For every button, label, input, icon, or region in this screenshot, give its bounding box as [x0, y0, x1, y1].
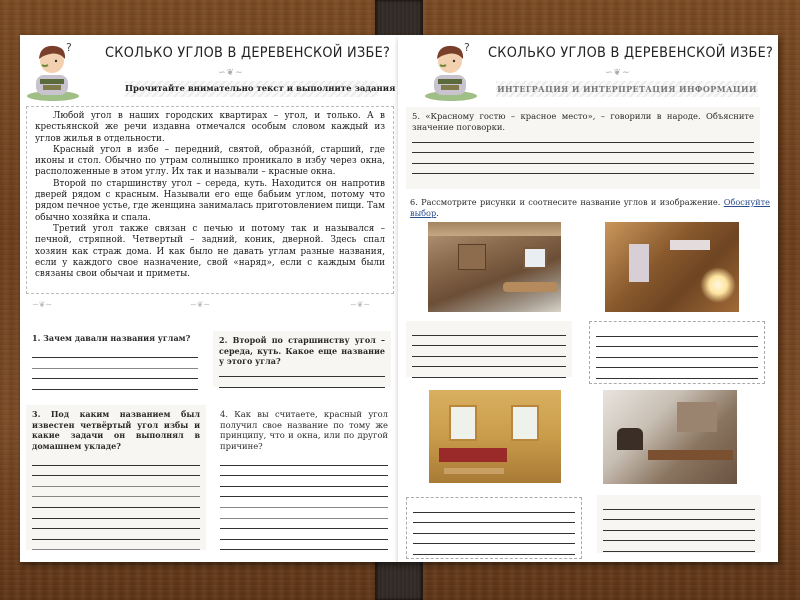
- answer-lines[interactable]: [220, 455, 388, 550]
- right-page: [398, 35, 778, 562]
- decoration-row: [20, 300, 399, 312]
- boy-thinking-illustration-icon: [424, 39, 478, 101]
- reading-paragraph: Любой угол в наших городских квартирах – угол, и только. А в крестьянской же речи издавна отмечался особым словом каждый из углов жилья в отдельности.: [35, 111, 385, 144]
- question-text: Под каким названием был известен четвёртый угол избы и какие задачи он выполнял в домашнем укладе?: [32, 409, 200, 451]
- photo-3-answer: [406, 497, 582, 559]
- justify-choice-link[interactable]: Обоснуйте выбор: [410, 197, 770, 218]
- question-number: 2.: [219, 335, 228, 345]
- reading-paragraph: Третий угол также связан с печью и потому так и назывался – печной, стряпной. Четвертый – задний, коник, дверной. Здесь спал хозяин как страж дома. И как было не давать углам разные названия, если у каждого свое назначение, свой «наряд», если с каждым были связаны свои обычаи и приметы.: [35, 223, 385, 280]
- photo-1-answer: [406, 321, 572, 377]
- left-page: [20, 35, 399, 562]
- title-ornament: ∽❦∼: [218, 68, 244, 78]
- flourish-ornament: ∽❦∼: [350, 300, 371, 309]
- flourish-ornament: ∽❦∼: [190, 300, 211, 309]
- title-ornament: ∽❦∼: [605, 68, 631, 78]
- svg-text:?: ?: [464, 41, 470, 54]
- question-number: 1.: [32, 333, 41, 343]
- photo-2-answer: [589, 321, 765, 384]
- answer-lines[interactable]: [603, 499, 755, 552]
- flourish-ornament: ∽❦∼: [32, 300, 53, 309]
- question-number: 4.: [220, 409, 228, 419]
- answer-lines[interactable]: [412, 325, 566, 378]
- photo-4-answer: [597, 495, 761, 553]
- page-title: СКОЛЬКО УГЛОВ В ДЕРЕВЕНСКОЙ ИЗБЕ?: [105, 45, 391, 61]
- photo-stove-corner: [603, 390, 737, 484]
- photo-izba-window-light: [605, 222, 739, 312]
- boy-thinking-illustration-icon: [26, 39, 80, 101]
- question-text: Рассмотрите рисунки и соотнесите название углов и изображение.: [421, 197, 721, 207]
- question-number: 3.: [32, 409, 41, 419]
- reading-paragraph: Второй по старшинству угол – середа, куть. Находится он напротив дверей рядом с красным. Называли его еще бабьим углом, потому что рядом печное устье, где женщина занималась приготовлением пищи. Там обычно хозяйка и спала.: [35, 178, 385, 223]
- answer-lines[interactable]: [596, 326, 758, 379]
- question-text: Второй по старшинству угол – середа, куть. Какое еще название у этого угла?: [219, 335, 386, 366]
- answer-lines[interactable]: [32, 455, 200, 550]
- question-2: [213, 331, 391, 387]
- answer-lines[interactable]: [412, 132, 754, 174]
- right-page-header: [398, 35, 778, 103]
- answer-lines[interactable]: [413, 502, 575, 555]
- reading-text-box: [26, 106, 394, 294]
- question-6: 6. Рассмотрите рисунки и соотнесите название углов и изображение. Обоснуйте выбор.: [410, 197, 770, 218]
- question-number: 5.: [412, 111, 420, 121]
- question-1: [26, 329, 204, 391]
- section-label-banner: ИНТЕГРАЦИЯ И ИНТЕРПРЕТАЦИЯ ИНФОРМАЦИИ: [496, 81, 758, 97]
- question-5: [406, 107, 760, 189]
- question-text: Зачем давали названия углам?: [43, 333, 191, 343]
- answer-lines[interactable]: [219, 367, 385, 388]
- answer-lines[interactable]: [32, 348, 198, 390]
- photo-red-corner-table: [429, 390, 561, 483]
- left-page-header: [20, 35, 399, 103]
- page-title: СКОЛЬКО УГЛОВ В ДЕРЕВЕНСКОЙ ИЗБЕ?: [488, 45, 774, 61]
- reading-paragraph: Красный угол в избе – передний, святой, образно́й, старший, где иконы и стол. Обычно по утрам солнышко проникало в избу через окна, расположенные в этом углу. Их так и называли – красные окна.: [35, 144, 385, 178]
- question-text: Как вы считаете, красный угол получил свое название по тому же принципу, что и окна, или по другой причине?: [220, 409, 388, 451]
- question-number: 6.: [410, 197, 418, 207]
- svg-text:?: ?: [66, 41, 72, 54]
- photo-izba-shelves: [428, 222, 561, 312]
- instruction-banner: Прочитайте внимательно текст и выполните задания: [125, 81, 378, 97]
- question-3: [26, 405, 206, 550]
- question-4: [214, 405, 394, 550]
- question-text: «Красному гостю – красное место», – говорили в народе. Объясните значение поговорки.: [412, 111, 754, 132]
